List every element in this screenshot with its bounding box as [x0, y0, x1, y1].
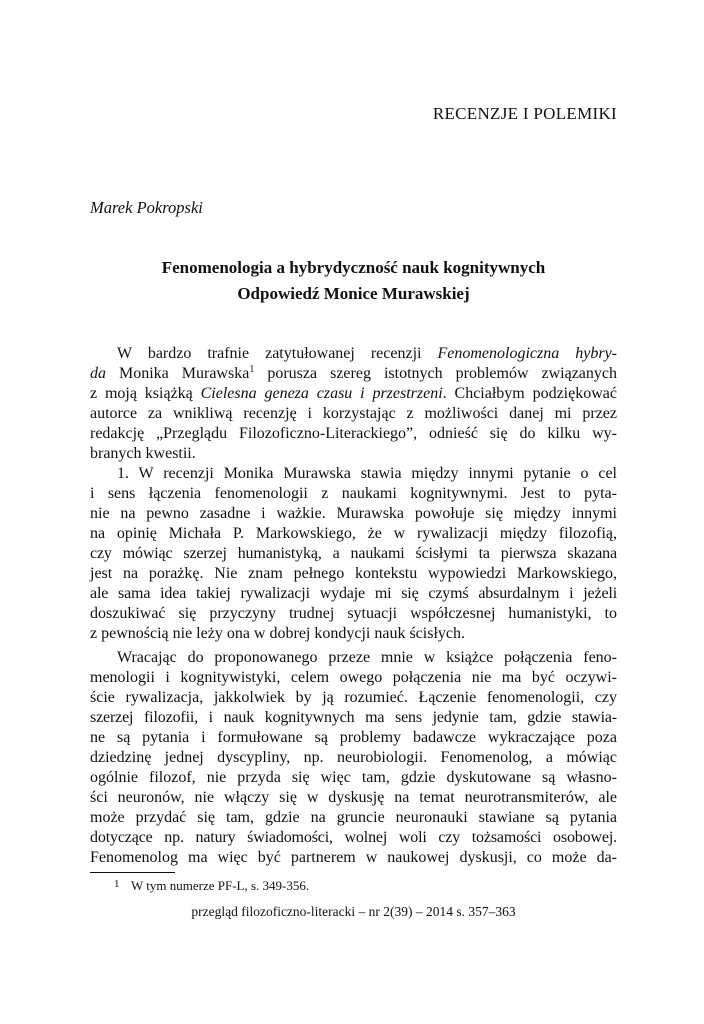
- body-line: ście rywalizacja, jakkolwiek by ją rozumieć. Łączenie fenomenologii, czy: [90, 689, 617, 706]
- body-line: 1. W recenzji Monika Murawska stawia między innymi pytanie o cel: [117, 465, 617, 482]
- body-line: Fenomenolog ma więc być partnerem w naukowej dyskusji, co może da-: [90, 849, 617, 866]
- body-line: z moją książką Cielesna geneza czasu i przestrzeni. Chciałbym podziękować: [90, 385, 617, 402]
- body-line: Wracając do proponowanego przeze mnie w książce połączenia feno-: [117, 649, 617, 666]
- body-line: i sens łączenia fenomenologii z naukami kognitywnymi. Jest to pyta-: [90, 485, 617, 502]
- body-line: czy mówiąc szerzej humanistyką, a naukami ścisłymi ta pierwsza skazana: [90, 545, 617, 562]
- body-line: może przydać się tam, gdzie na gruncie neuronauki stawiane są pytania: [90, 809, 617, 826]
- body-line: da Monika Murawska$^1$ porusza szereg istotnych problemów związanych: [90, 364, 618, 382]
- footnote-reference[interactable]: 1: [249, 364, 255, 375]
- body-line: nie na pewno zasadne i ważkie. Murawska powołuje się między innymi: [90, 505, 617, 522]
- body-line: menologii i kognitywistyki, celem owego połączenia nie ma być oczywi-: [90, 669, 617, 686]
- footnote-marker: 1: [114, 878, 120, 890]
- footnote-text: W tym numerze PF-L, s. 349-356.: [131, 878, 310, 893]
- article-title: Fenomenologia a hybrydyczność nauk kognitywnych: [161, 258, 546, 277]
- body-line: dotyczące np. natury świadomości, wolnej woli czy tożsamości osobowej.: [90, 829, 617, 846]
- body-line: szerzej filozofii, i nauk kognitywnych ma sens jedynie tam, gdzie stawia-: [90, 709, 617, 726]
- body-line: redakcję „Przeglądu Filozoficzno-Literackiego”, odnieść się do kilku wy-: [90, 425, 617, 442]
- article-subtitle: Odpowiedź Monice Murawskiej: [237, 284, 470, 303]
- body-line: doszukiwać się przyczyny trudnej sytuacji współczesnej humanistyki, to: [90, 605, 617, 622]
- journal-citation: przegląd filozoficzno-literacki – nr 2(39) – 2014 s. 357–363: [191, 904, 516, 919]
- body-line: autorce za wnikliwą recenzję i korzystając z możliwości danej mi przez: [90, 405, 617, 422]
- body-line: ale sama idea takiej rywalizacji wydaje mi się czymś absurdalnym i jeżeli: [90, 585, 617, 602]
- body-line: ogólnie filozof, nie przyda się więc tam, gdzie dyskutowane są własno-: [90, 769, 617, 786]
- body-line: z pewnością nie leży ona w dobrej kondycji nauk ścisłych.: [90, 625, 465, 642]
- author-name: Marek Pokropski: [90, 198, 203, 217]
- footnote-divider: [90, 872, 175, 873]
- body-line: jest na porażkę. Nie znam pełnego kontekstu wypowiedzi Markowskiego,: [90, 565, 617, 582]
- body-line: ści neuronów, nie włączy się w dyskusję na temat neurotransmiterów, ale: [90, 789, 617, 806]
- body-line: dziedzinę jednej dyscypliny, np. neurobiologii. Fenomenolog, a mówiąc: [90, 749, 617, 766]
- body-line: W bardzo trafnie zatytułowanej recenzji Fenomenologiczna hybry-: [117, 345, 617, 362]
- body-line: na opinię Michała P. Markowskiego, że w rywalizacji między filozofią,: [90, 525, 617, 542]
- body-line: ne są pytania i formułowane są problemy badawcze wykraczające poza: [90, 729, 617, 746]
- body-line: branych kwestii.: [90, 445, 196, 462]
- section-title: RECENZJE I POLEMIKI: [432, 104, 617, 123]
